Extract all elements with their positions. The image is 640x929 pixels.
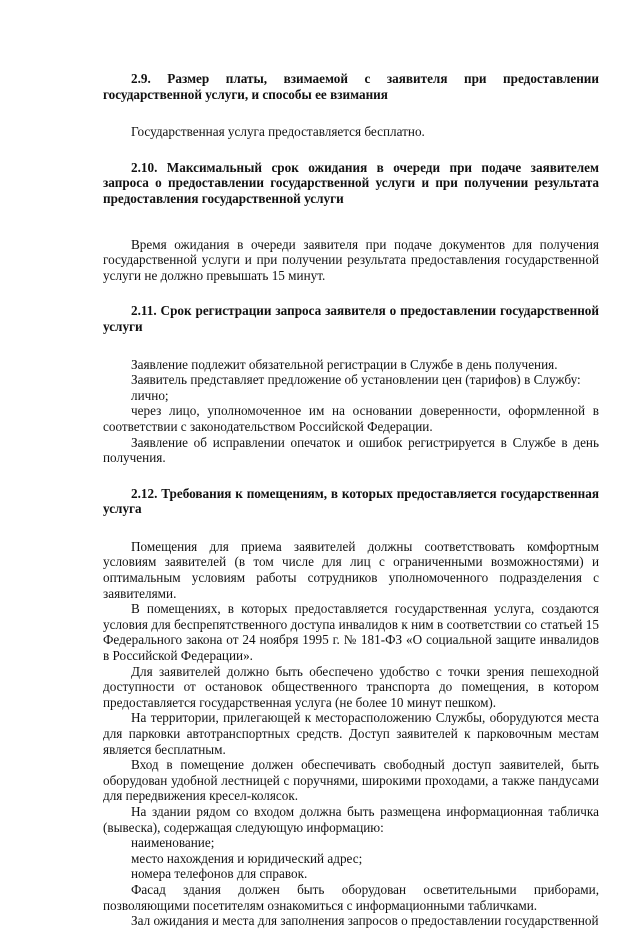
section-2-10-title: 2.10. Максимальный срок ожидания в очереди при подаче заявителем запроса о предоставлении государственной услуги и при получении результата предоставления государственной услуги bbox=[103, 159, 599, 206]
section-2-12-paragraph: Помещения для приема заявителей должны соответствовать комфортным условиям заявителей (в том числе для лиц с ограниченными возможностями) и оптимальным условиям работы сотрудников уполномоченного подразделения с заявителями. bbox=[103, 538, 599, 601]
section-2-11-title: 2.11. Срок регистрации запроса заявителя о предоставлении государственной услуги bbox=[103, 303, 599, 334]
section-2-12-paragraph: Вход в помещение должен обеспечивать свободный доступ заявителей, быть оборудован удобной лестницей с поручнями, широкими проходами, а также пандусами для передвижения кресел-колясок. bbox=[103, 757, 599, 804]
section-2-12-paragraph: На здании рядом со входом должна быть размещена информационная табличка (вывеска), содержащая следующую информацию: bbox=[103, 803, 599, 835]
section-2-9-paragraph: Государственная услуга предоставляется бесплатно. bbox=[131, 124, 425, 140]
section-2-10-paragraph: Время ожидания в очереди заявителя при подаче документов для получения государственной услуги и при получении результата предоставления государственной услуги не должно превышать 15 минут. bbox=[103, 236, 599, 283]
section-2-11-paragraph: Заявление подлежит обязательной регистрации в Службе в день получения. bbox=[131, 356, 558, 372]
section-2-12-paragraph: На территории, прилегающей к месторасположению Службы, оборудуются места для парковки автотранспортных средств. Доступ заявителей к парковочным местам является бесплатным. bbox=[103, 710, 599, 757]
document-content bbox=[103, 71, 599, 929]
section-2-12-list-item: наименование; bbox=[131, 835, 215, 851]
section-2-12-paragraph: Для заявителей должно быть обеспечено удобство с точки зрения пешеходной доступности от остановок общественного транспорта до помещения, в котором предоставляется государственная услуга (не более 10 минут пешком). bbox=[103, 663, 599, 710]
section-2-11-paragraph: через лицо, уполномоченное им на основании доверенности, оформленной в соответствии с законодательством Российской Федерации. bbox=[103, 403, 599, 434]
section-2-9-title: 2.9. Размер платы, взимаемой с заявителя при предоставлении государственной услуги, и способы ее взимания bbox=[103, 71, 599, 102]
section-2-12-paragraph: В помещениях, в которых предоставляется государственная услуга, создаются условия для беспрепятственного доступа инвалидов к ним в соответствии со статьей 15 Федерального закона от 24 ноября 1995 г. № 181-ФЗ «О социальной защите инвалидов в Российской Федерации». bbox=[103, 601, 599, 664]
section-2-11-paragraph: Заявитель представляет предложение об установлении цен (тарифов) в Службу: bbox=[131, 372, 581, 388]
section-2-11-list-item: лично; bbox=[131, 387, 169, 403]
section-2-12-list-item: место нахождения и юридический адрес; bbox=[131, 850, 363, 866]
section-2-12-paragraph: Зал ожидания и места для заполнения запросов о предоставлении государственной bbox=[131, 913, 599, 929]
section-2-11-paragraph: Заявление об исправлении опечаток и ошибок регистрируется в Службе в день получения. bbox=[103, 434, 599, 466]
section-2-12-title: 2.12. Требования к помещениям, в которых предоставляется государственная услуга bbox=[103, 485, 599, 517]
section-2-12-paragraph: Фасад здания должен быть оборудован осветительными приборами, позволяющими посетителям ознакомиться с информационными табличками. bbox=[103, 881, 599, 913]
section-2-12-list-item: номера телефонов для справок. bbox=[131, 866, 308, 882]
